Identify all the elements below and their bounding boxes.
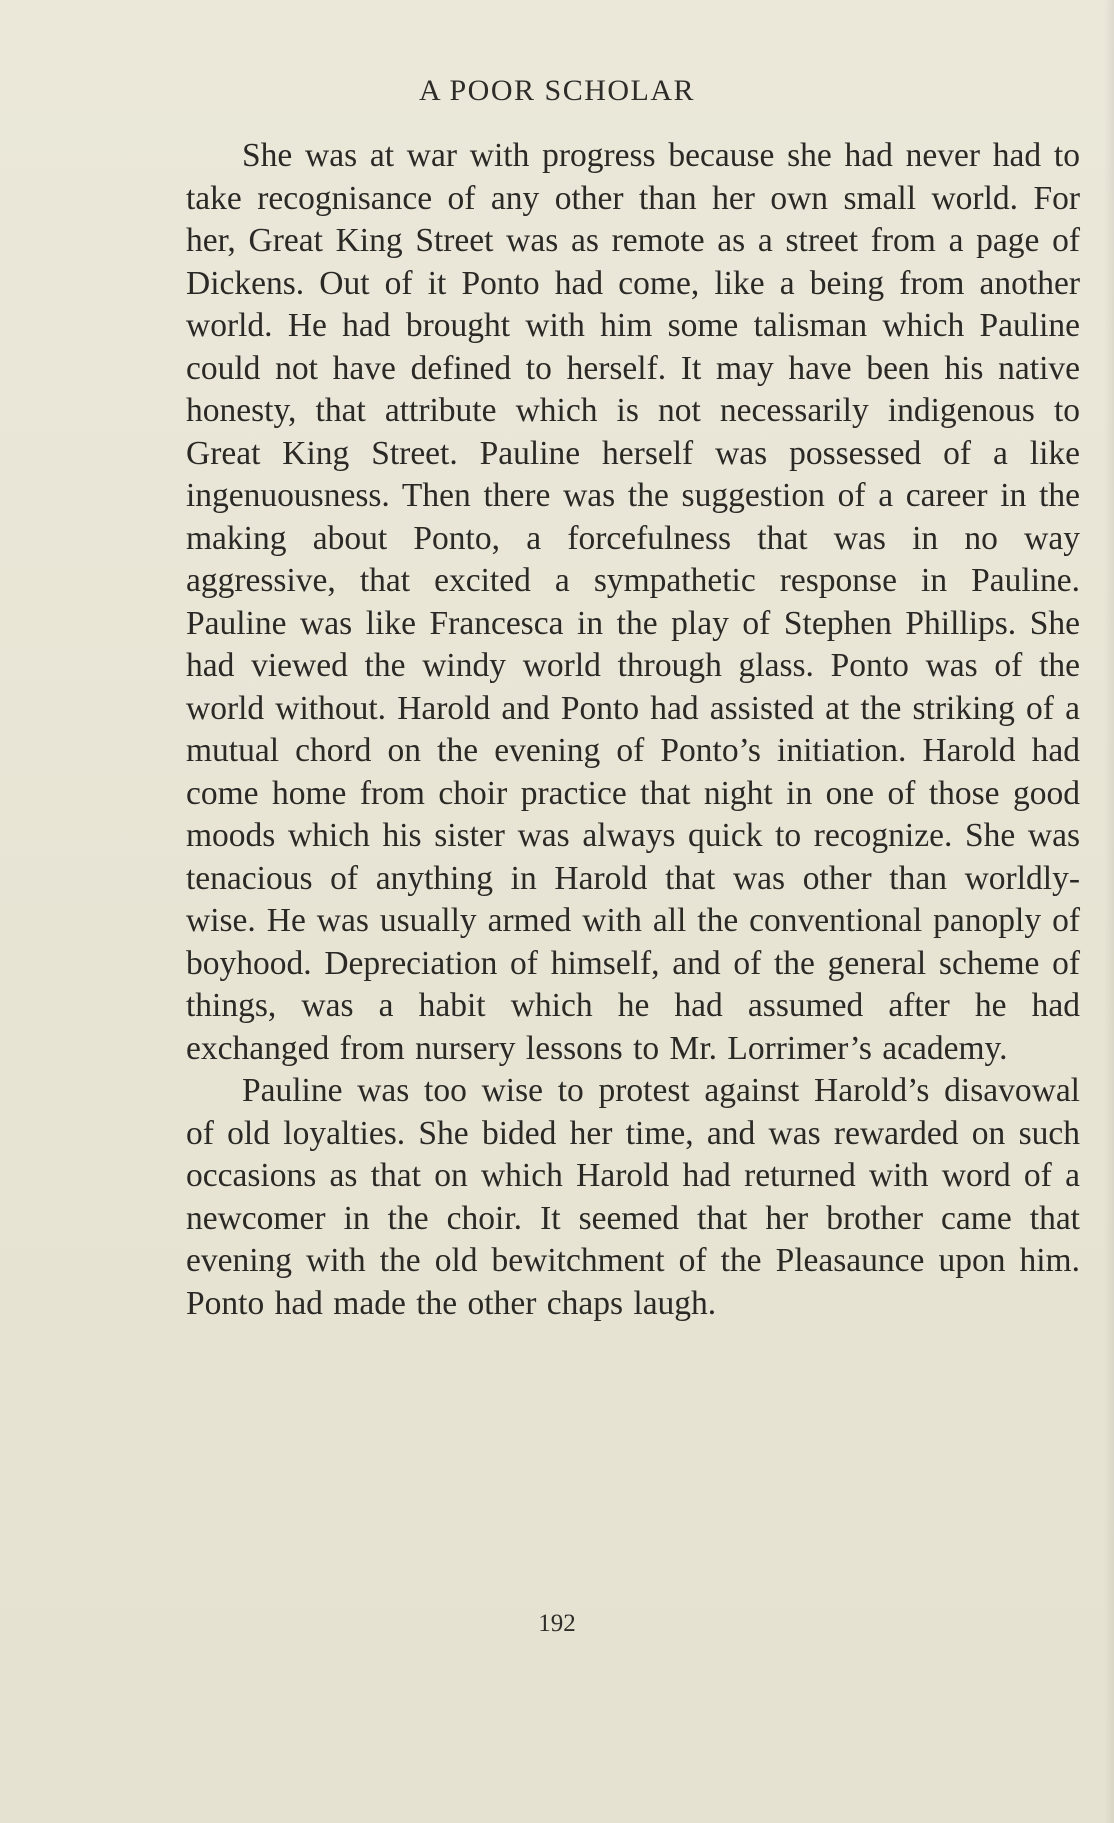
body-text [186, 135, 1080, 1325]
paragraph-2: Pauline was too wise to protest against Harold’s disavowal of old loyalties. She bided her time, and was rewarded on such occasions as that on which Harold had returned with word of a newcomer in the choir. It seemed that her brother came that evening with the old bewitchment of the Pleasaunce upon him. Ponto had made the other chaps laugh. [186, 1072, 1080, 1322]
paragraph-1: She was at war with progress because she had never had to take recognisance of any other than her own small world. For her, Great King Street was as remote as a street from a page of Dickens. Out of it Ponto had come, like a being from another world. He had brought with him some talisman which Pauline could not have defined to herself. It may have been his native honesty, that attribute which is not necessarily indigenous to Great King Street. Pauline herself was possessed of a like ingenuousness. Then there was the suggestion of a career in the making about Ponto, a forcefulness that was in no way aggressive, that excited a sympathetic response in Pauline. Pauline was like Francesca in the play of Stephen Phillips. She had viewed the windy world through glass. Ponto was of the world without. Harold and Ponto had assisted at the striking of a mutual chord on the evening of Ponto’s initiation. Harold had come home from choir practice that night in one of those good moods which his sister was always quick to recognize. She was tenacious of anything in Harold that was other than worldly-wise. He was usually armed with all the conventional panoply of boyhood. Depreciation of himself, and of the general scheme of things, was a habit which he had assumed after he had exchanged from nursery lessons to Mr. Lorrimer’s academy. [186, 137, 1080, 1067]
running-head: A POOR SCHOLAR [418, 74, 696, 107]
page-number: 192 [538, 1610, 576, 1637]
page-edge-shadow [1104, 0, 1114, 1823]
